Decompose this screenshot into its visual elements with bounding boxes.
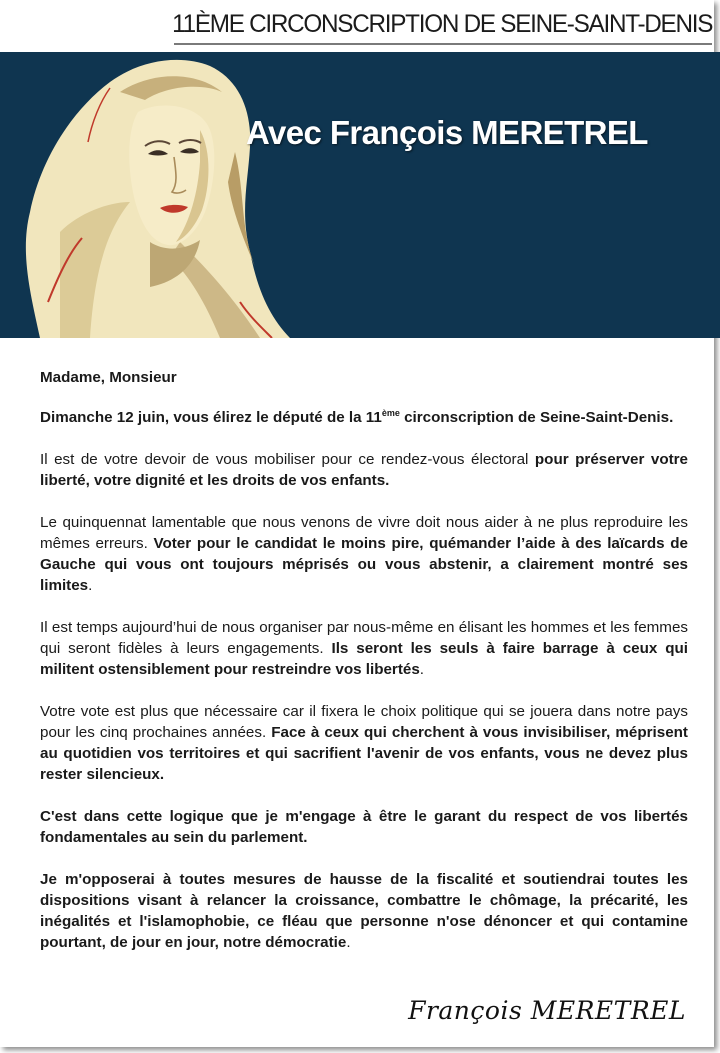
paragraph-4-bold: Ils seront les seuls à faire barrage à ceux qui militent ostensiblement pour restreindre vos libertés [40, 640, 688, 678]
signature: François MERETREL [408, 996, 686, 1025]
header-banner [0, 52, 720, 338]
salutation: Madame, Monsieur [40, 369, 177, 386]
paragraph-1-text: Dimanche 12 juin, vous élirez le député de la 11 [40, 409, 382, 426]
paragraph-5-normal: Votre vote est plus que nécessaire car il fixera le choix politique qui se jouera dans notre pays pour les cinq prochaines années. [40, 703, 688, 741]
ordinal-superscript: ème [381, 408, 400, 418]
paragraph-4-normal: Il est temps aujourd’hui de nous organiser par nous-même en élisant les hommes et les femmes qui seront fidèles à leurs engagements. [40, 619, 688, 657]
paragraph-4-end: . [419, 661, 425, 678]
title-underline [174, 43, 712, 45]
paragraph-7-bold: Je m'opposerai à toutes mesures de hausse de la fiscalité et soutiendrai toutes les dispositions visant à relancer la croissance, combattre le chômage, la précarité, les inégalités et l'islamophobie, ce fléau que personne n'ose dénoncer et qui contamine pourtant, de jour en jour, notre démocratie [40, 871, 688, 951]
paragraph-1 [40, 407, 688, 428]
letter-body [40, 367, 688, 974]
paragraph-5 [40, 701, 688, 785]
paragraph-2-normal: Il est de votre devoir de vous mobiliser pour ce rendez-vous électoral [40, 451, 535, 468]
paragraph-5-bold: Face à ceux qui cherchent à vous invisibiliser, méprisent au quotidien vos territoires et qui sacrifient l'avenir de vos enfants, vous ne devez plus rester silencieux. [40, 724, 688, 783]
paragraph-2-bold: pour préserver votre liberté, votre dignité et les droits de vos enfants. [40, 451, 689, 489]
paragraph-3 [40, 512, 688, 596]
paragraph-2 [40, 449, 688, 491]
paragraph-3-bold: Voter pour le candidat le moins pire, quémander l’aide à des laïcards de Gauche qui vous ont toujours méprisés ou vous abstenir, a clairement montré ses limites [40, 535, 688, 594]
portrait-illustration [0, 52, 300, 338]
paragraph-3-end: . [88, 577, 93, 594]
paragraph-4 [40, 617, 688, 680]
banner-heading: Avec François MERETREL [246, 114, 648, 151]
paragraph-7-end: . [346, 934, 351, 951]
paragraph-1-text-end: circonscription de Seine-Saint-Denis. [399, 409, 674, 426]
paragraph-7 [40, 869, 688, 953]
paragraph-3-normal: Le quinquennat lamentable que nous venons de vivre doit nous aider à ne plus reproduire les mêmes erreurs. [40, 514, 688, 552]
page-title: 11ÈME CIRCONSCRIPTION DE SEINE-SAINT-DENIS [172, 10, 712, 38]
paragraph-6: C'est dans cette logique que je m'engage à être le garant du respect de vos libertés fondamentales au sein du parlement. [40, 808, 688, 846]
